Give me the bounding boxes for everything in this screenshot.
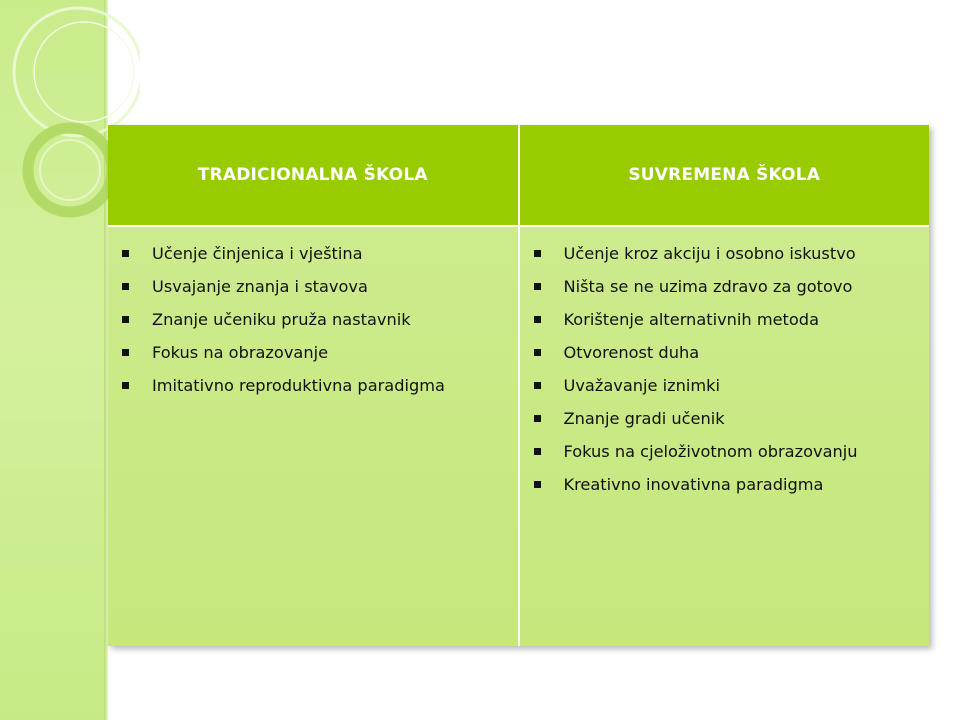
list-item xyxy=(528,336,924,369)
column-suvremena xyxy=(519,226,930,646)
item-text: Korištenje alternativnih metoda xyxy=(563,310,819,329)
list-item xyxy=(528,468,924,501)
list-tradicionalna xyxy=(116,237,512,402)
square-bullet-icon xyxy=(122,250,129,257)
header-tradicionalna: TRADICIONALNA ŠKOLA xyxy=(108,125,519,226)
square-bullet-icon xyxy=(534,283,541,290)
list-item xyxy=(528,237,924,270)
column-tradicionalna xyxy=(108,226,519,646)
item-text: Kreativno inovativna paradigma xyxy=(563,475,824,494)
square-bullet-icon xyxy=(534,481,541,488)
item-text: Učenje kroz akciju i osobno iskustvo xyxy=(563,244,856,263)
item-text: Znanje gradi učenik xyxy=(563,409,725,428)
list-item xyxy=(528,270,924,303)
item-text: Ništa se ne uzima zdravo za gotovo xyxy=(563,277,853,296)
decor-ring-inner xyxy=(40,140,100,200)
square-bullet-icon xyxy=(534,382,541,389)
square-bullet-icon xyxy=(534,250,541,257)
list-item xyxy=(528,402,924,435)
square-bullet-icon xyxy=(122,382,129,389)
square-bullet-icon xyxy=(122,283,129,290)
comparison-table xyxy=(108,125,929,646)
square-bullet-icon xyxy=(122,349,129,356)
list-item xyxy=(528,303,924,336)
list-item xyxy=(528,435,924,468)
square-bullet-icon xyxy=(534,448,541,455)
square-bullet-icon xyxy=(534,316,541,323)
item-text: Imitativno reproduktivna paradigma xyxy=(152,376,445,395)
item-text: Učenje činjenica i vještina xyxy=(152,244,363,263)
list-item xyxy=(528,369,924,402)
list-item xyxy=(116,336,512,369)
list-item xyxy=(116,303,512,336)
list-item xyxy=(116,369,512,402)
square-bullet-icon xyxy=(122,316,129,323)
item-text: Fokus na obrazovanje xyxy=(152,343,329,362)
item-text: Usvajanje znanja i stavova xyxy=(152,277,368,296)
square-bullet-icon xyxy=(534,415,541,422)
list-item xyxy=(116,270,512,303)
comparison-table-wrapper xyxy=(108,125,929,646)
decor-ring-outer xyxy=(14,8,140,136)
decor-ring-thin xyxy=(34,22,134,122)
item-text: Znanje učeniku pruža nastavnik xyxy=(152,310,411,329)
item-text: Uvažavanje iznimki xyxy=(563,376,721,395)
header-suvremena: SUVREMENA ŠKOLA xyxy=(519,125,930,226)
list-item xyxy=(116,237,512,270)
item-text: Otvorenost duha xyxy=(563,343,700,362)
item-text: Fokus na cjeloživotnom obrazovanju xyxy=(563,442,858,461)
square-bullet-icon xyxy=(534,349,541,356)
list-suvremena xyxy=(528,237,924,501)
